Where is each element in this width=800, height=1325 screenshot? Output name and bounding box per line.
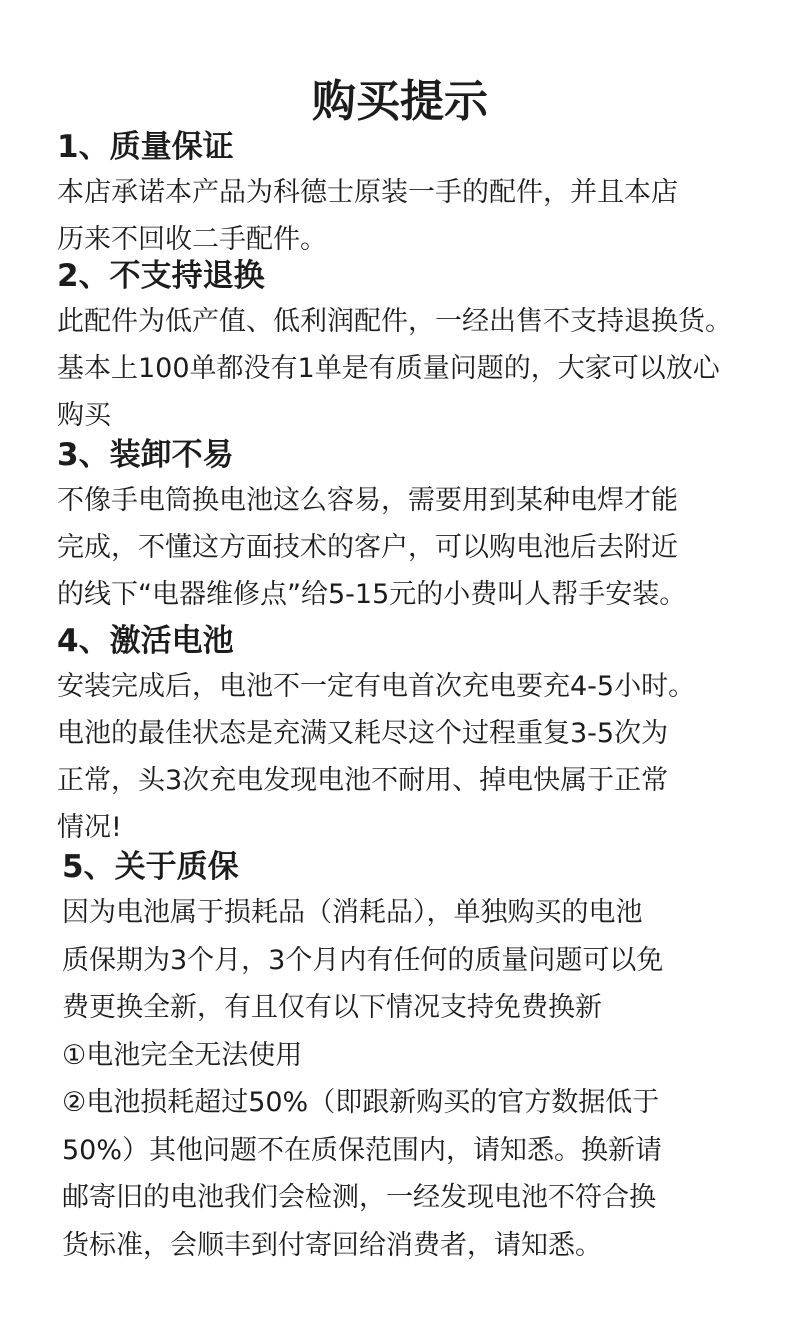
section-heading: 4、激活电池 bbox=[57, 623, 234, 659]
section-text-line: 安装完成后，电池不一定有电首次充电要充4-5小时。 bbox=[57, 671, 696, 702]
section-installation bbox=[57, 433, 792, 618]
section-text-line: 不像手电筒换电池这么容易，需要用到某种电焊才能 bbox=[57, 485, 678, 516]
section-text-line: 货标准，会顺丰到付寄回给消费者，请知悉。 bbox=[62, 1229, 602, 1261]
section-text-line: 正常，头3次充电发现电池不耐用、掉电快属于正常 bbox=[57, 765, 669, 796]
section-text-line: 因为电池属于损耗品（消耗品），单独购买的电池 bbox=[62, 897, 643, 928]
section-battery-activation bbox=[57, 619, 792, 851]
section-text-line: 本店承诺本产品为科德士原装一手的配件，并且本店 bbox=[57, 177, 678, 208]
section-text-line: 质保期为3个月，3个月内有任何的质量问题可以免 bbox=[62, 944, 664, 976]
section-text-line: 购买 bbox=[57, 400, 111, 431]
section-text-line: 费更换全新，有且仅有以下情况支持免费换新 bbox=[62, 992, 602, 1023]
section-text-line: 邮寄旧的电池我们会检测，一经发现电池不符合换 bbox=[62, 1182, 656, 1213]
section-heading: 2、不支持退换 bbox=[57, 258, 265, 294]
section-no-return bbox=[57, 254, 792, 439]
section-text-line: 历来不回收二手配件。 bbox=[57, 224, 327, 255]
section-text-line: 电池的最佳状态是充满又耗尽这个过程重复3-5次为 bbox=[57, 718, 669, 749]
section-warranty bbox=[62, 845, 797, 1269]
section-heading: 5、关于质保 bbox=[62, 849, 239, 885]
section-text-line: ①电池完全无法使用 bbox=[62, 1039, 303, 1071]
section-heading: 3、装卸不易 bbox=[57, 437, 234, 473]
section-text-line: 此配件为低产值、低利润配件，一经出售不支持退换货。 bbox=[57, 306, 732, 337]
section-text-line: 的线下“电器维修点”给5-15元的小费叫人帮手安装。 bbox=[57, 579, 687, 610]
section-heading: 1、质量保证 bbox=[57, 129, 234, 165]
section-text-line: 情况! bbox=[57, 812, 122, 843]
page-title: 购买提示 bbox=[312, 76, 488, 127]
section-quality-guarantee bbox=[57, 125, 792, 263]
section-text-line: 完成，不懂这方面技术的客户，可以购电池后去附近 bbox=[57, 532, 678, 563]
section-text-line: 50%）其他问题不在质保范围内，请知悉。换新请 bbox=[62, 1134, 663, 1166]
section-text-line: 基本上100单都没有1单是有质量问题的，大家可以放心 bbox=[57, 353, 720, 384]
section-text-line: ②电池损耗超过50%（即跟新购买的官方数据低于 bbox=[62, 1087, 660, 1118]
